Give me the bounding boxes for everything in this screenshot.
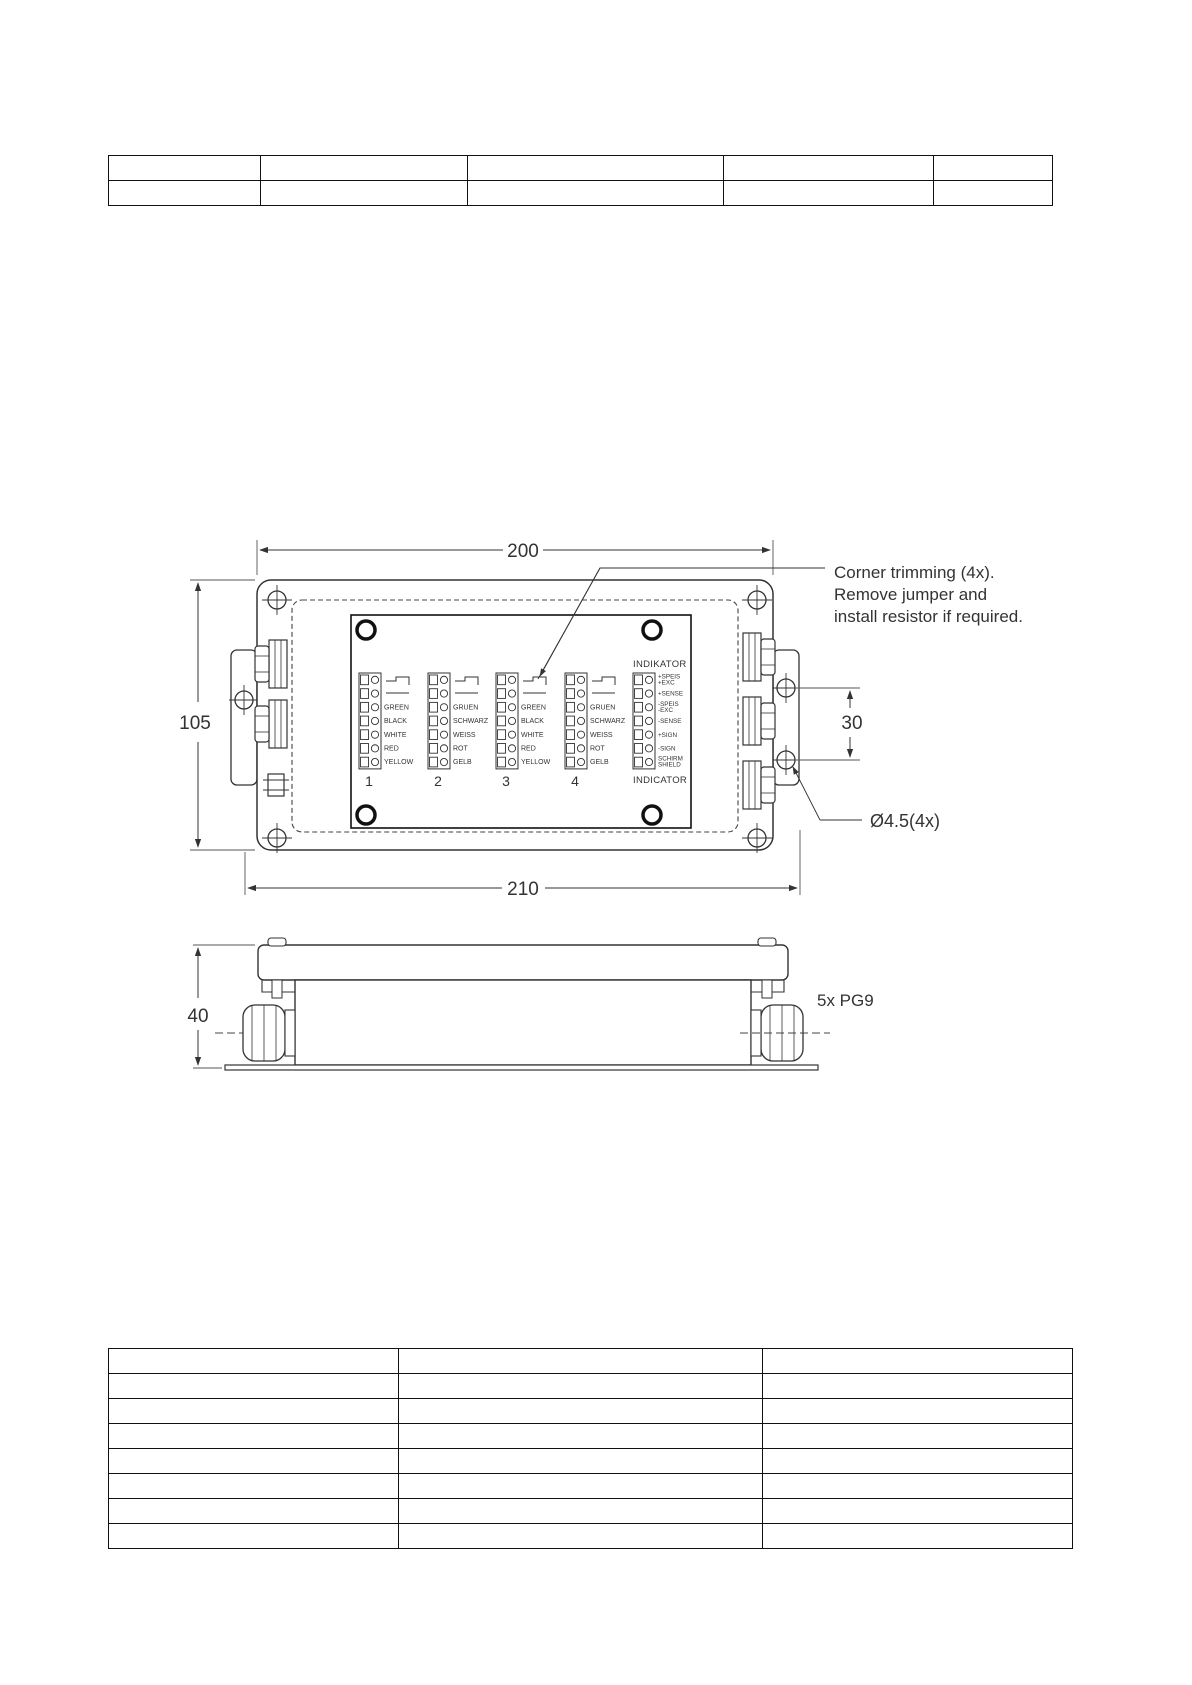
wire-label: WHITE <box>521 731 544 739</box>
side-view <box>187 938 873 1070</box>
wire-label: ROT <box>453 745 468 753</box>
indicator-terminal-label: -SENSE <box>658 718 682 726</box>
dim-width-bottom: 210 <box>507 879 539 900</box>
indicator-terminal-label: +SENSE <box>658 690 684 698</box>
table-row <box>109 1499 1073 1524</box>
wire-label: WEISS <box>590 731 613 739</box>
wire-label: WEISS <box>453 731 476 739</box>
dim-width-top: 200 <box>507 541 539 562</box>
side-base-plate <box>225 1065 818 1070</box>
table-row <box>109 1424 1073 1449</box>
callout-hole: Ø4.5(4x) <box>870 811 941 831</box>
callout-corner-line3: install resistor if required. <box>834 607 1023 626</box>
wire-label: RED <box>521 745 536 753</box>
channel-number: 2 <box>434 772 442 789</box>
wire-label: SCHWARZ <box>590 718 626 726</box>
wire-label: GREEN <box>521 704 546 712</box>
side-lid <box>258 945 788 980</box>
callout-corner-line1: Corner trimming (4x). <box>834 563 995 582</box>
wire-label: GRUEN <box>590 704 616 712</box>
cable-gland-icon <box>743 697 775 745</box>
indikator-label: INDIKATOR <box>633 659 687 670</box>
callout-gland: 5x PG9 <box>817 991 874 1010</box>
table-row <box>109 1399 1073 1424</box>
indicator-terminal-label: -SPEIS <box>658 700 679 708</box>
indicator-terminal-label: +SPEIS <box>658 673 681 681</box>
indicator-label: INDICATOR <box>633 775 688 786</box>
indicator-terminal-label: -SIGN <box>658 745 676 753</box>
indicator-terminal-label: SCHIRM <box>658 755 683 763</box>
cable-gland-icon <box>743 761 775 809</box>
top-view <box>179 540 1023 900</box>
callout-corner-line2: Remove jumper and <box>834 585 988 604</box>
wire-label: GRUEN <box>453 704 479 712</box>
wire-label: YELLOW <box>384 759 414 767</box>
channel-number: 3 <box>502 772 510 789</box>
wire-label: BLACK <box>521 718 544 726</box>
table-row <box>109 1374 1073 1399</box>
channel-number: 4 <box>571 772 579 789</box>
wire-label: YELLOW <box>521 759 551 767</box>
wire-label: RED <box>384 745 399 753</box>
cable-gland-icon <box>255 700 287 748</box>
indicator-terminal-label: +SIGN <box>658 731 678 739</box>
table-row <box>109 1449 1073 1474</box>
channel-number: 1 <box>365 772 373 789</box>
indicator-terminal-label: SHIELD <box>658 761 681 769</box>
side-body <box>295 980 751 1065</box>
wire-label: WHITE <box>384 731 407 739</box>
cable-gland-icon <box>743 633 775 681</box>
dim-spacing: 30 <box>841 713 863 734</box>
cable-gland-icon <box>255 640 287 688</box>
dim-height: 105 <box>179 713 211 734</box>
table-row <box>109 1474 1073 1499</box>
indicator-terminal-label: -EXC <box>658 706 674 714</box>
left-flange <box>231 650 257 785</box>
wire-label: BLACK <box>384 718 407 726</box>
wire-label: ROT <box>590 745 605 753</box>
table-row <box>109 1349 1073 1374</box>
indicator-terminal-label: +EXC <box>658 679 675 687</box>
dim-side-height: 40 <box>187 1006 209 1027</box>
bottom-table <box>108 1348 1073 1549</box>
table-row <box>109 1524 1073 1549</box>
wire-label: SCHWARZ <box>453 718 489 726</box>
cable-gland-icon <box>215 1005 295 1061</box>
wire-label: GELB <box>453 759 472 767</box>
wire-label: GELB <box>590 759 609 767</box>
wire-label: GREEN <box>384 704 409 712</box>
cable-gland-icon <box>740 1005 830 1061</box>
